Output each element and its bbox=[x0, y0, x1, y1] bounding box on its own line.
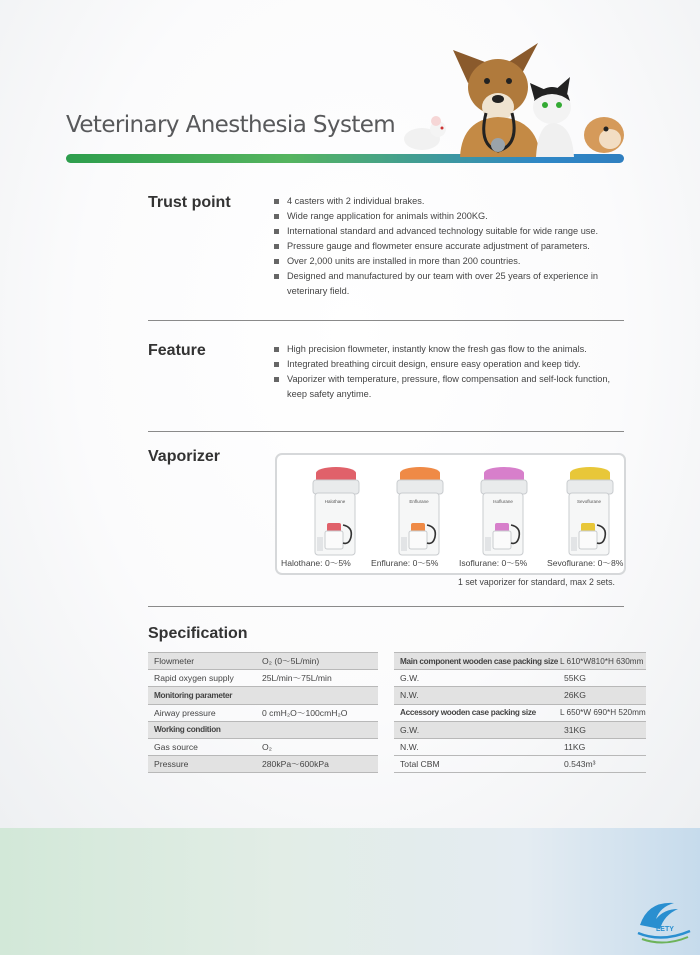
vaporizer-unit bbox=[281, 455, 383, 573]
vaporizer-label: Enflurane: 0～5% bbox=[371, 558, 439, 568]
spec-value bbox=[256, 721, 378, 738]
table-row bbox=[394, 756, 646, 773]
footer-band bbox=[0, 828, 700, 955]
table-row bbox=[394, 721, 646, 738]
svg-text:Halothane: Halothane bbox=[324, 499, 346, 504]
svg-text:Enflurane: Enflurane bbox=[409, 499, 429, 504]
spec-value: L 610*W810*H 630mm bbox=[558, 653, 646, 670]
spec-label: Working condition bbox=[148, 721, 256, 738]
spec-value: 280kPa～600kPa bbox=[256, 756, 378, 773]
vaporizer-label: Sevoflurane: 0～8% bbox=[547, 558, 624, 568]
table-row bbox=[148, 756, 378, 773]
list-item-continuation: veterinary field. bbox=[287, 286, 350, 296]
spec-table-left bbox=[148, 652, 378, 773]
list-item: Over 2,000 units are installed in more than 200 countries. bbox=[273, 254, 598, 269]
section-divider bbox=[148, 431, 624, 432]
list-item: High precision flowmeter, instantly know the fresh gas flow to the animals. bbox=[273, 342, 610, 357]
spec-value: 55KG bbox=[558, 670, 646, 687]
spec-value: O₂ (0～5L/min) bbox=[256, 653, 378, 670]
list-item: Pressure gauge and flowmeter ensure accurate adjustment of parameters. bbox=[273, 239, 598, 254]
bullet-square-icon bbox=[274, 259, 279, 264]
list-item: Vaporizer with temperature, pressure, flow compensation and self-lock function, bbox=[273, 372, 610, 387]
vaporizer-unit bbox=[371, 455, 467, 573]
spec-label: N.W. bbox=[394, 687, 558, 704]
table-row bbox=[148, 721, 378, 738]
guinea-pig-image bbox=[584, 117, 624, 153]
list-item: International standard and advanced technology suitable for wide range use. bbox=[273, 224, 598, 239]
svg-text:Sevoflurane: Sevoflurane bbox=[576, 499, 602, 504]
svg-text:Isoflurane: Isoflurane bbox=[493, 499, 513, 504]
section-divider bbox=[148, 320, 624, 321]
vaporizer-image bbox=[389, 465, 451, 557]
lety-logo bbox=[634, 895, 694, 945]
spec-label: N.W. bbox=[394, 738, 558, 755]
spec-label: Rapid oxygen supply bbox=[148, 670, 256, 687]
table-row bbox=[394, 704, 646, 721]
spec-value: 26KG bbox=[558, 687, 646, 704]
pets-photo bbox=[398, 35, 624, 157]
bullet-square-icon bbox=[274, 229, 279, 234]
table-row bbox=[394, 687, 646, 704]
bullet-square-icon bbox=[274, 347, 279, 352]
table-row bbox=[394, 670, 646, 687]
spec-label: Main component wooden case packing size bbox=[394, 653, 558, 670]
vaporizer-label: Halothane: 0～5% bbox=[281, 558, 351, 568]
table-row bbox=[148, 704, 378, 721]
spec-value: 0.543m³ bbox=[558, 756, 646, 773]
spec-label: Pressure bbox=[148, 756, 256, 773]
vaporizer-panel bbox=[275, 453, 626, 575]
logo-text: LETY bbox=[656, 926, 674, 933]
table-row bbox=[148, 670, 378, 687]
feature-heading: Feature bbox=[148, 342, 206, 359]
dog-image bbox=[453, 43, 540, 157]
vaporizer-heading: Vaporizer bbox=[148, 448, 221, 465]
list-item: Wide range application for animals within 200KG. bbox=[273, 209, 598, 224]
spec-label: Flowmeter bbox=[148, 653, 256, 670]
spec-value: O₂ bbox=[256, 738, 378, 755]
specification-heading: Specification bbox=[148, 625, 248, 642]
spec-label: Monitoring parameter bbox=[148, 687, 256, 704]
bullet-square-icon bbox=[274, 274, 279, 279]
trust-point-list bbox=[273, 194, 598, 299]
vaporizer-image bbox=[305, 465, 367, 557]
vaporizer-image bbox=[559, 465, 621, 557]
spec-value: 25L/min～75L/min bbox=[256, 670, 378, 687]
vaporizer-image bbox=[473, 465, 535, 557]
bullet-square-icon bbox=[274, 199, 279, 204]
spec-value: 11KG bbox=[558, 738, 646, 755]
spec-table-right bbox=[394, 652, 646, 773]
bullet-square-icon bbox=[274, 377, 279, 382]
spec-label: Accessory wooden case packing size bbox=[394, 704, 558, 721]
vaporizer-label: Isoflurane: 0～5% bbox=[459, 558, 528, 568]
page-title: Veterinary Anesthesia System bbox=[66, 112, 396, 138]
mouse-image bbox=[404, 116, 446, 150]
list-item: 4 casters with 2 individual brakes. bbox=[273, 194, 598, 209]
vaporizer-note: 1 set vaporizer for standard, max 2 sets. bbox=[458, 577, 615, 587]
list-item-continuation: keep safety anytime. bbox=[287, 389, 372, 399]
bullet-square-icon bbox=[274, 214, 279, 219]
spec-label: G.W. bbox=[394, 721, 558, 738]
spec-value: 31KG bbox=[558, 721, 646, 738]
vaporizer-unit bbox=[459, 455, 551, 573]
table-row bbox=[148, 687, 378, 704]
bullet-square-icon bbox=[274, 362, 279, 367]
spec-label: Airway pressure bbox=[148, 704, 256, 721]
spec-label: Total CBM bbox=[394, 756, 558, 773]
table-row bbox=[148, 738, 378, 755]
spec-value: L 650*W 690*H 520mm bbox=[558, 704, 646, 721]
table-row bbox=[394, 653, 646, 670]
spec-label: Gas source bbox=[148, 738, 256, 755]
spec-value bbox=[256, 687, 378, 704]
list-item: Integrated breathing circuit design, ensure easy operation and keep tidy. bbox=[273, 357, 610, 372]
spec-value: 0 cmH₂O～100cmH₂O bbox=[256, 704, 378, 721]
table-row bbox=[148, 653, 378, 670]
spec-label: G.W. bbox=[394, 670, 558, 687]
trust-point-heading: Trust point bbox=[148, 194, 231, 211]
table-row bbox=[394, 738, 646, 755]
section-divider bbox=[148, 606, 624, 607]
bullet-square-icon bbox=[274, 244, 279, 249]
list-item: Designed and manufactured by our team with over 25 years of experience in bbox=[273, 269, 598, 284]
feature-list bbox=[273, 342, 610, 402]
vaporizer-unit bbox=[547, 455, 637, 573]
